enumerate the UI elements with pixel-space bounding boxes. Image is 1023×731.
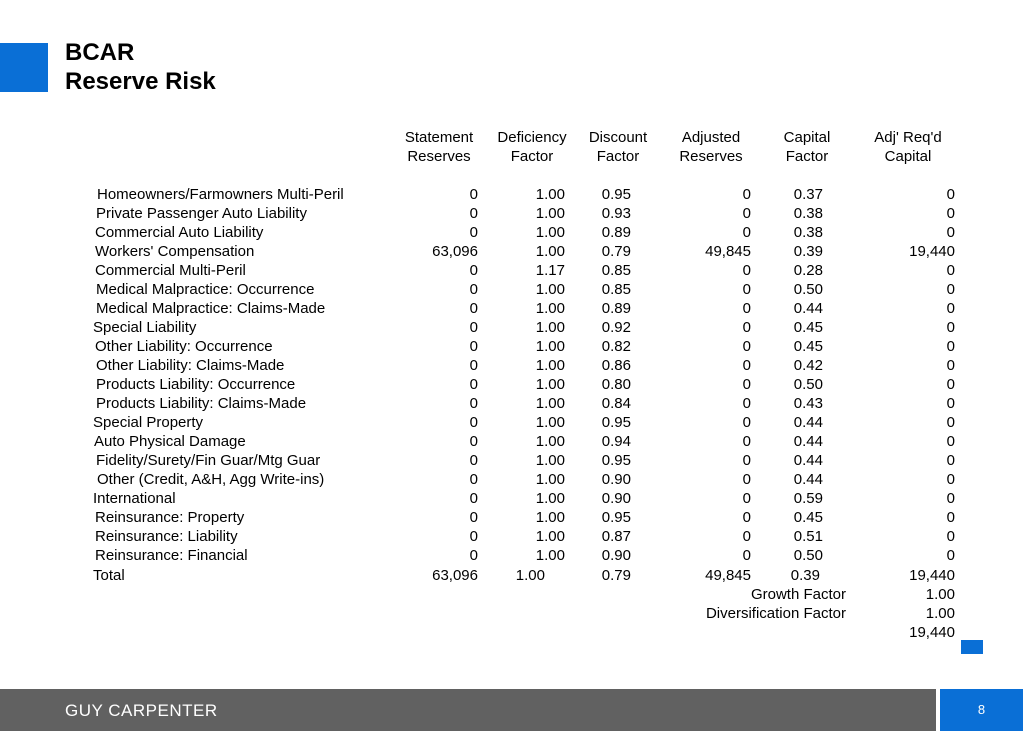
deficiency-factor-cell: 1.00 xyxy=(535,509,565,526)
capital-factor-cell: 0.50 xyxy=(793,547,823,564)
table-row xyxy=(0,223,1023,242)
capital-factor-cell: 0.38 xyxy=(793,205,823,222)
capital-factor-cell: 0.28 xyxy=(793,262,823,279)
adjusted-reserves-cell: 49,845 xyxy=(705,243,751,260)
deficiency-factor-cell: 1.00 xyxy=(535,186,565,203)
row-label: Commercial Auto Liability xyxy=(95,224,264,241)
adj-reqd-capital-cell: 0 xyxy=(946,395,955,412)
header-statement-reserves: Statement Reserves xyxy=(404,129,474,165)
deficiency-factor-cell: 1.00 xyxy=(535,490,565,507)
deficiency-factor-cell: 1.00 xyxy=(535,300,565,317)
statement-reserves-cell: 0 xyxy=(469,224,478,241)
deficiency-factor-cell: 1.00 xyxy=(535,376,565,393)
deficiency-factor-cell: 1.00 xyxy=(535,395,565,412)
capital-factor-cell: 0.50 xyxy=(793,281,823,298)
deficiency-factor-cell: 1.00 xyxy=(535,452,565,469)
total-label: Total xyxy=(93,567,125,584)
table-row xyxy=(0,451,1023,470)
discount-factor-cell: 0.90 xyxy=(601,471,631,488)
capital-factor-cell: 0.38 xyxy=(793,224,823,241)
deficiency-factor-cell: 1.00 xyxy=(535,281,565,298)
adjusted-reserves-cell: 0 xyxy=(742,186,751,203)
adjusted-reserves-cell: 0 xyxy=(742,528,751,545)
accent-marker xyxy=(961,640,983,654)
adj-reqd-capital-cell: 0 xyxy=(946,414,955,431)
table-row xyxy=(0,356,1023,375)
row-label: Special Property xyxy=(93,414,204,431)
adj-reqd-capital-cell: 0 xyxy=(946,281,955,298)
deficiency-factor-cell: 1.17 xyxy=(535,262,565,279)
deficiency-factor-cell: 1.00 xyxy=(535,414,565,431)
deficiency-factor-cell: 1.00 xyxy=(535,243,565,260)
adj-reqd-capital-cell: 0 xyxy=(946,471,955,488)
statement-reserves-cell: 0 xyxy=(469,205,478,222)
adj-reqd-capital-cell: 0 xyxy=(946,262,955,279)
row-label: Workers' Compensation xyxy=(95,243,255,260)
statement-reserves-cell: 0 xyxy=(469,471,478,488)
row-label: Medical Malpractice: Occurrence xyxy=(96,281,315,298)
statement-reserves-cell: 0 xyxy=(469,395,478,412)
capital-factor-cell: 0.44 xyxy=(793,300,823,317)
adjusted-reserves-cell: 0 xyxy=(742,395,751,412)
adj-reqd-capital-cell: 0 xyxy=(946,319,955,336)
title-line-1: BCAR xyxy=(65,39,135,66)
adj-reqd-capital-cell: 0 xyxy=(946,509,955,526)
adjusted-reserves-cell: 0 xyxy=(742,300,751,317)
discount-factor-cell: 0.86 xyxy=(601,357,631,374)
row-label: Reinsurance: Liability xyxy=(95,528,238,545)
discount-factor-cell: 0.94 xyxy=(601,433,631,450)
adj-reqd-capital-cell: 0 xyxy=(946,224,955,241)
row-label: Special Liability xyxy=(93,319,197,336)
adjusted-reserves-cell: 0 xyxy=(742,224,751,241)
capital-factor-cell: 0.44 xyxy=(793,452,823,469)
adj-reqd-capital-cell: 0 xyxy=(946,433,955,450)
discount-factor-cell: 0.92 xyxy=(601,319,631,336)
table-row xyxy=(0,204,1023,223)
header-adj-reqd-capital: Adj' Req'd Capital xyxy=(874,129,942,165)
discount-factor-cell: 0.93 xyxy=(601,205,631,222)
total-capital-factor: 0.39 xyxy=(790,567,820,584)
table-row xyxy=(0,242,1023,261)
discount-factor-cell: 0.95 xyxy=(601,186,631,203)
discount-factor-cell: 0.87 xyxy=(601,528,631,545)
table-row xyxy=(0,432,1023,451)
capital-factor-cell: 0.44 xyxy=(793,433,823,450)
table-row xyxy=(0,489,1023,508)
adj-reqd-capital-cell: 0 xyxy=(946,376,955,393)
page-number: 8 xyxy=(940,689,1023,731)
statement-reserves-cell: 0 xyxy=(469,357,478,374)
total-adjusted-reserves: 49,845 xyxy=(705,567,751,584)
adjusted-reserves-cell: 0 xyxy=(742,509,751,526)
deficiency-factor-cell: 1.00 xyxy=(535,338,565,355)
discount-factor-cell: 0.95 xyxy=(601,452,631,469)
deficiency-factor-cell: 1.00 xyxy=(535,471,565,488)
row-label: Other (Credit, A&H, Agg Write-ins) xyxy=(97,471,325,488)
row-label: Medical Malpractice: Claims-Made xyxy=(96,300,326,317)
total-discount-factor: 0.79 xyxy=(601,567,631,584)
discount-factor-cell: 0.84 xyxy=(601,395,631,412)
table-row xyxy=(0,318,1023,337)
header-adjusted-reserves: Adjusted Reserves xyxy=(679,129,743,165)
deficiency-factor-cell: 1.00 xyxy=(535,357,565,374)
growth-factor-label: Growth Factor xyxy=(750,586,846,603)
adj-reqd-capital-cell: 0 xyxy=(946,186,955,203)
row-label: Homeowners/Farmowners Multi-Peril xyxy=(97,186,344,203)
table-row xyxy=(0,546,1023,565)
adj-reqd-capital-cell: 19,440 xyxy=(909,243,955,260)
capital-factor-cell: 0.44 xyxy=(793,471,823,488)
statement-reserves-cell: 0 xyxy=(469,300,478,317)
row-label: International xyxy=(93,490,176,507)
header-discount-factor: Discount Factor xyxy=(588,129,648,165)
adjusted-reserves-cell: 0 xyxy=(742,452,751,469)
capital-factor-cell: 0.43 xyxy=(793,395,823,412)
statement-reserves-cell: 0 xyxy=(469,414,478,431)
row-label: Private Passenger Auto Liability xyxy=(96,205,307,222)
deficiency-factor-cell: 1.00 xyxy=(535,547,565,564)
adjusted-reserves-cell: 0 xyxy=(742,281,751,298)
discount-factor-cell: 0.79 xyxy=(601,243,631,260)
adj-reqd-capital-cell: 0 xyxy=(946,300,955,317)
capital-factor-cell: 0.39 xyxy=(793,243,823,260)
adjusted-reserves-cell: 0 xyxy=(742,357,751,374)
deficiency-factor-cell: 1.00 xyxy=(535,528,565,545)
discount-factor-cell: 0.80 xyxy=(601,376,631,393)
discount-factor-cell: 0.90 xyxy=(601,547,631,564)
row-label: Reinsurance: Financial xyxy=(95,547,248,564)
capital-factor-cell: 0.42 xyxy=(793,357,823,374)
adj-reqd-capital-cell: 0 xyxy=(946,357,955,374)
capital-factor-cell: 0.44 xyxy=(793,414,823,431)
deficiency-factor-cell: 1.00 xyxy=(535,205,565,222)
adj-reqd-capital-cell: 0 xyxy=(946,490,955,507)
capital-factor-cell: 0.51 xyxy=(793,528,823,545)
statement-reserves-cell: 0 xyxy=(469,433,478,450)
table-row xyxy=(0,508,1023,527)
capital-factor-cell: 0.37 xyxy=(793,186,823,203)
header-capital-factor: Capital Factor xyxy=(783,129,831,165)
statement-reserves-cell: 0 xyxy=(469,338,478,355)
discount-factor-cell: 0.90 xyxy=(601,490,631,507)
row-label: Products Liability: Claims-Made xyxy=(96,395,307,412)
capital-factor-cell: 0.45 xyxy=(793,319,823,336)
statement-reserves-cell: 0 xyxy=(469,376,478,393)
discount-factor-cell: 0.89 xyxy=(601,224,631,241)
deficiency-factor-cell: 1.00 xyxy=(535,433,565,450)
discount-factor-cell: 0.82 xyxy=(601,338,631,355)
total-deficiency-factor: 1.00 xyxy=(515,567,545,584)
statement-reserves-cell: 0 xyxy=(469,186,478,203)
discount-factor-cell: 0.89 xyxy=(601,300,631,317)
statement-reserves-cell: 0 xyxy=(469,528,478,545)
table-row xyxy=(0,413,1023,432)
adj-reqd-capital-cell: 0 xyxy=(946,338,955,355)
title-line-2: Reserve Risk xyxy=(65,68,216,95)
footer-brand-logo: GUY CARPENTER xyxy=(65,701,218,720)
row-label: Reinsurance: Property xyxy=(95,509,245,526)
row-label: Other Liability: Claims-Made xyxy=(96,357,285,374)
adj-reqd-capital-cell: 0 xyxy=(946,205,955,222)
adj-reqd-capital-cell: 0 xyxy=(946,547,955,564)
adjusted-reserves-cell: 0 xyxy=(742,205,751,222)
final-required-capital: 19,440 xyxy=(909,624,955,641)
table-row xyxy=(0,394,1023,413)
adj-reqd-capital-cell: 0 xyxy=(946,528,955,545)
statement-reserves-cell: 63,096 xyxy=(432,243,478,260)
total-statement-reserves: 63,096 xyxy=(432,567,478,584)
deficiency-factor-cell: 1.00 xyxy=(535,224,565,241)
row-label: Other Liability: Occurrence xyxy=(95,338,273,355)
table-row xyxy=(0,261,1023,280)
row-label: Auto Physical Damage xyxy=(94,433,246,450)
diversification-factor-label: Diversification Factor xyxy=(705,605,846,622)
total-row xyxy=(0,566,1023,585)
capital-factor-cell: 0.45 xyxy=(793,338,823,355)
statement-reserves-cell: 0 xyxy=(469,262,478,279)
adjusted-reserves-cell: 0 xyxy=(742,471,751,488)
growth-factor-value: 1.00 xyxy=(925,586,955,603)
statement-reserves-cell: 0 xyxy=(469,281,478,298)
row-label: Fidelity/Surety/Fin Guar/Mtg Guar xyxy=(96,452,321,469)
table-row xyxy=(0,280,1023,299)
adjusted-reserves-cell: 0 xyxy=(742,338,751,355)
statement-reserves-cell: 0 xyxy=(469,509,478,526)
adjusted-reserves-cell: 0 xyxy=(742,414,751,431)
row-label: Products Liability: Occurrence xyxy=(96,376,296,393)
capital-factor-cell: 0.59 xyxy=(793,490,823,507)
adjusted-reserves-cell: 0 xyxy=(742,262,751,279)
statement-reserves-cell: 0 xyxy=(469,490,478,507)
adjusted-reserves-cell: 0 xyxy=(742,490,751,507)
statement-reserves-cell: 0 xyxy=(469,452,478,469)
adjusted-reserves-cell: 0 xyxy=(742,319,751,336)
header-deficiency-factor: Deficiency Factor xyxy=(497,129,567,165)
adjusted-reserves-cell: 0 xyxy=(742,547,751,564)
page-title xyxy=(65,38,216,96)
table-row xyxy=(0,185,1023,204)
title-accent-block xyxy=(0,43,48,92)
statement-reserves-cell: 0 xyxy=(469,547,478,564)
adjusted-reserves-cell: 0 xyxy=(742,433,751,450)
table-row xyxy=(0,375,1023,394)
discount-factor-cell: 0.85 xyxy=(601,281,631,298)
deficiency-factor-cell: 1.00 xyxy=(535,319,565,336)
capital-factor-cell: 0.45 xyxy=(793,509,823,526)
statement-reserves-cell: 0 xyxy=(469,319,478,336)
capital-factor-cell: 0.50 xyxy=(793,376,823,393)
discount-factor-cell: 0.95 xyxy=(601,509,631,526)
table-row xyxy=(0,337,1023,356)
adjusted-reserves-cell: 0 xyxy=(742,376,751,393)
table-row xyxy=(0,527,1023,546)
table-row xyxy=(0,470,1023,489)
discount-factor-cell: 0.85 xyxy=(601,262,631,279)
discount-factor-cell: 0.95 xyxy=(601,414,631,431)
diversification-factor-value: 1.00 xyxy=(925,605,955,622)
row-label: Commercial Multi-Peril xyxy=(95,262,246,279)
total-adj-reqd-capital: 19,440 xyxy=(909,567,955,584)
table-row xyxy=(0,299,1023,318)
adj-reqd-capital-cell: 0 xyxy=(946,452,955,469)
